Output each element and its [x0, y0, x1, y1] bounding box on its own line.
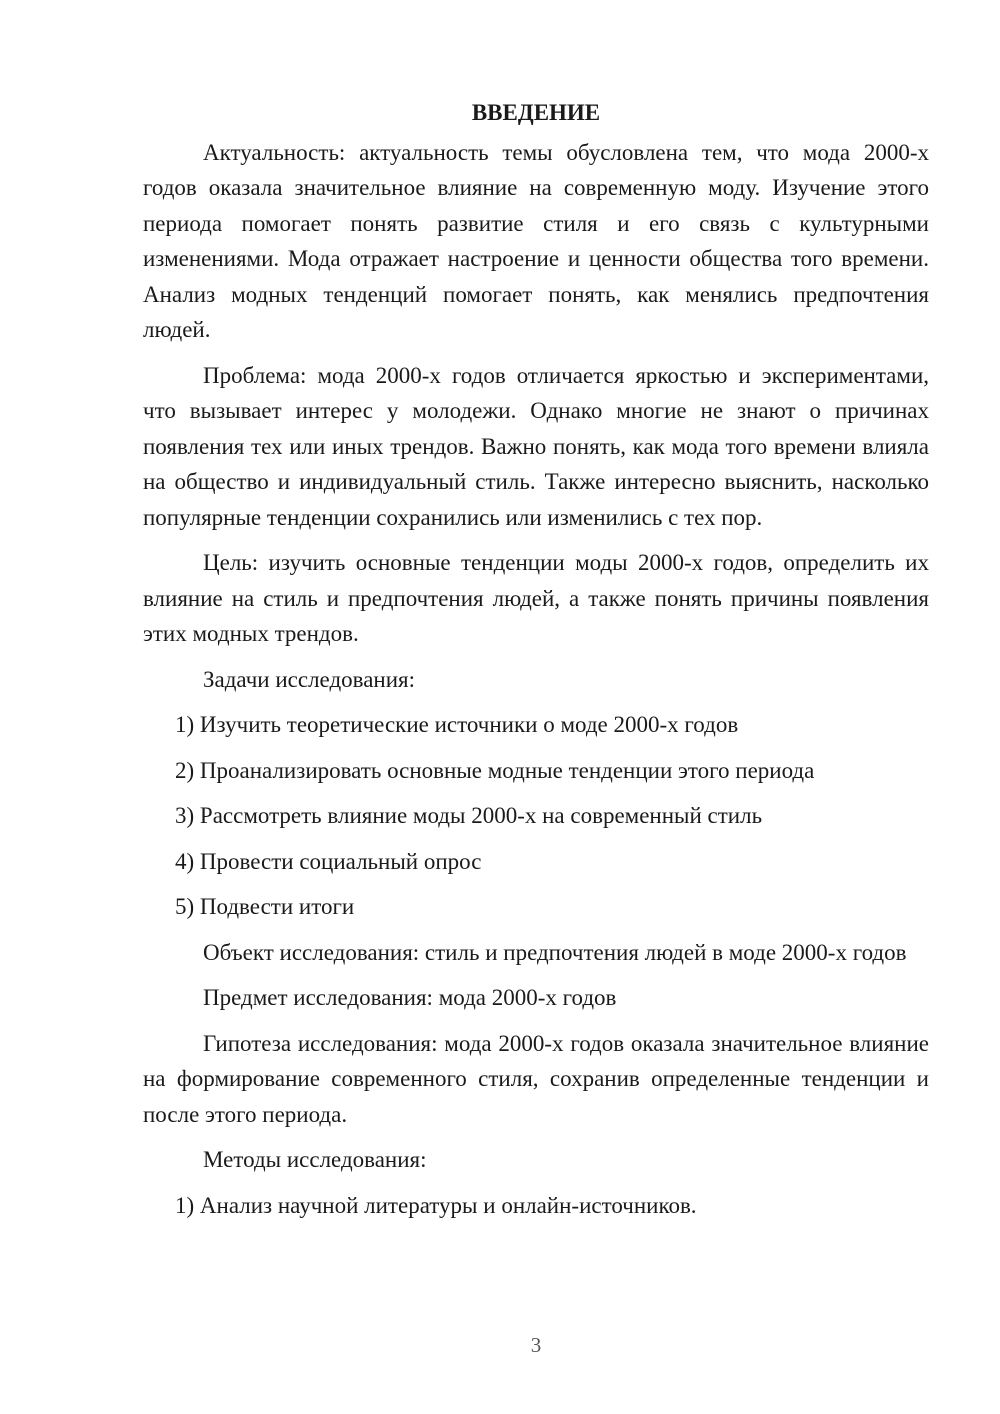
task-item: 2) Проанализировать основные модные тенденции этого периода	[175, 757, 815, 783]
task-item: 3) Рассмотреть влияние моды 2000-х на современный стиль	[175, 803, 763, 828]
object-paragraph: Объект исследования: стиль и предпочтения людей в моде 2000-х годов	[203, 939, 907, 965]
goal-paragraph: Цель: изучить основные тенденции моды 2000-х годов, определить их влияние на стиль и предпочтения людей, а также понять причины появления этих модных трендов.	[143, 550, 929, 646]
methods-title: Методы исследования:	[203, 1147, 427, 1172]
section-heading: ВВЕДЕНИЕ	[471, 100, 601, 125]
hypothesis-paragraph: Гипотеза исследования: мода 2000-х годов оказала значительное влияние на формирование современного стиля, сохранив определенные тенденции и после этого периода.	[143, 1030, 929, 1127]
tasks-title: Задачи исследования:	[203, 666, 416, 692]
task-item: 4) Провести социальный опрос	[175, 848, 482, 874]
page-number: 3	[530, 1333, 542, 1357]
method-item: 1) Анализ научной литературы и онлайн-источников.	[175, 1192, 697, 1218]
subject-line: Предмет исследования: мода 2000-х годов	[203, 985, 617, 1010]
task-item: 5) Подвести итоги	[175, 894, 355, 919]
relevance-paragraph: Актуальность: актуальность темы обусловлена тем, что мода 2000-х годов оказала значительное влияние на современную моду. Изучение этого периода помогает понять развитие стиля и его связь с культурными изменениями. Мода отражает настроение и ценности общества того времени. Анализ модных тенденций помогает понять, как менялись предпочтения людей.	[143, 139, 929, 342]
page-content	[143, 95, 929, 1233]
task-item: 1) Изучить теоретические источники о моде 2000-х годов	[175, 712, 739, 737]
problem-paragraph: Проблема: мода 2000-х годов отличается яркостью и экспериментами, что вызывает интерес у молодежи. Однако многие не знают о причинах появления тех или иных трендов. Важно понять, как мода того времени влияла на общество и индивидуальный стиль. Также интересно выяснить, насколько популярные тенденции сохранились или изменились с тех пор.	[143, 362, 929, 530]
